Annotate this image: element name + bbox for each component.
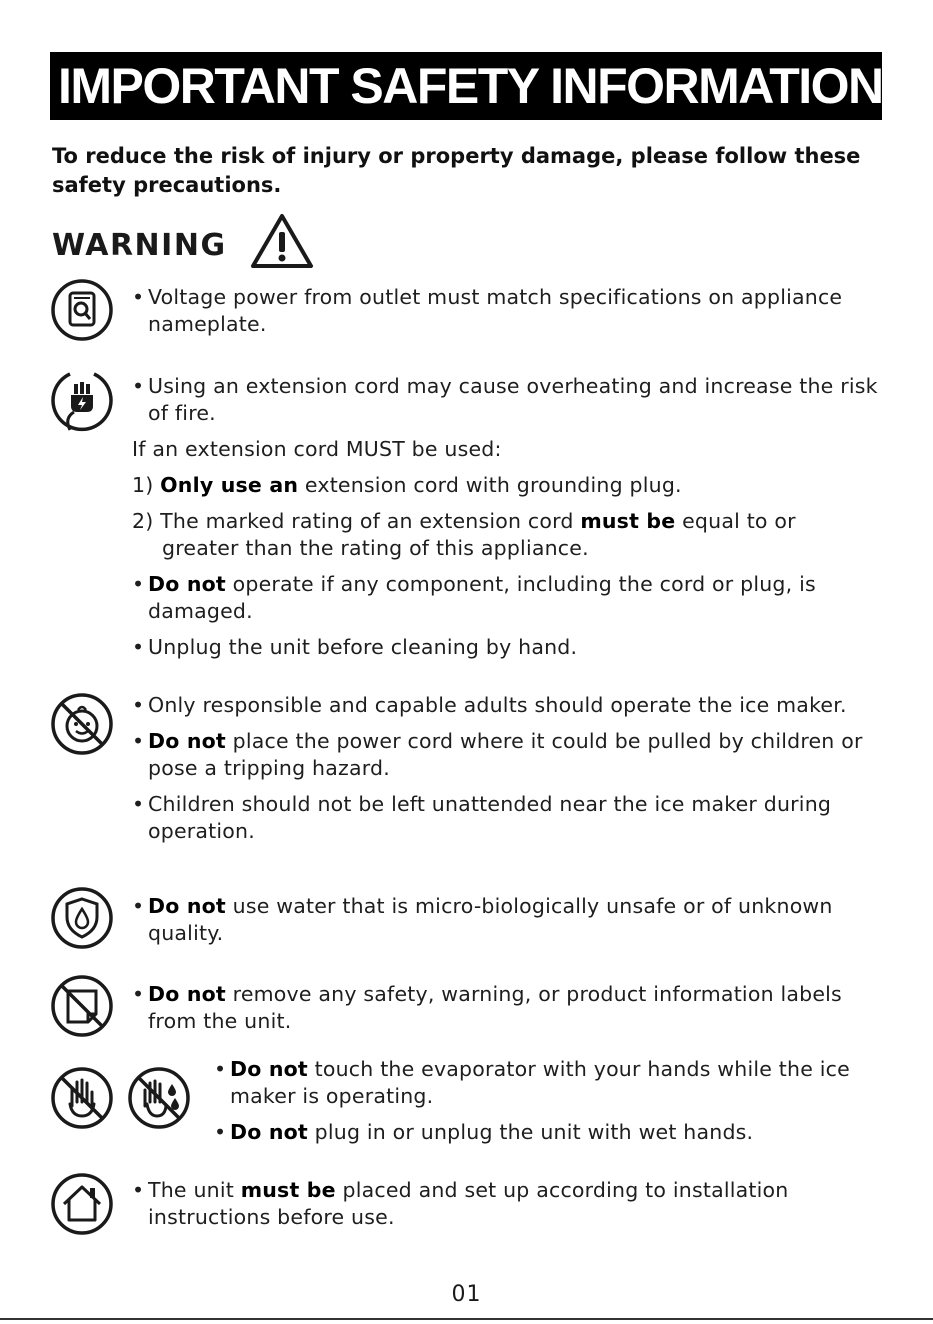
list-item — [214, 1056, 882, 1110]
bullet-text: placed and set up according to installation instructions before use. — [148, 1178, 789, 1229]
list-item — [132, 981, 852, 1035]
bold-text: Only use an — [160, 473, 299, 497]
bold-text: Do not — [230, 1120, 308, 1144]
bold-text: Do not — [230, 1057, 308, 1081]
bullet-text: remove any safety, warning, or product information labels from the unit. — [148, 982, 842, 1033]
bullet-text: plug in or unplug the unit with wet hands. — [307, 1120, 754, 1144]
item-text: equal to or — [675, 509, 796, 533]
bullet-text: The unit — [148, 1178, 241, 1202]
no-wet-hand-icon — [127, 1066, 191, 1130]
house-icon — [50, 1172, 114, 1236]
list-item — [132, 508, 882, 562]
bold-text: Do not — [148, 572, 226, 596]
item-continuation: greater than the rating of this appliance. — [162, 536, 589, 560]
list-item — [132, 728, 882, 782]
nameplate-inspect-icon — [50, 278, 114, 342]
bold-text: Do not — [148, 729, 226, 753]
bullet-text: use water that is micro-biologically unsafe or of unknown quality. — [148, 894, 833, 945]
bullet-text: Children should not be left unattended near the ice maker during operation. — [148, 792, 832, 843]
section-water — [132, 893, 852, 947]
section-voltage — [132, 284, 852, 338]
water-quality-icon — [50, 886, 114, 950]
bold-text: Do not — [148, 894, 226, 918]
no-children-icon — [50, 692, 114, 756]
list-item — [214, 1119, 882, 1146]
list-item — [132, 1177, 852, 1231]
list-item — [132, 472, 882, 499]
list-item — [132, 571, 882, 625]
number-prefix: 1) — [132, 473, 161, 497]
bold-text: must be — [580, 509, 676, 533]
list-item — [132, 692, 882, 719]
section-extension-cord — [132, 373, 882, 661]
bold-text: must be — [240, 1178, 336, 1202]
item-text: extension cord with grounding plug. — [298, 473, 682, 497]
section-hands — [214, 1056, 882, 1146]
no-touch-hand-icon — [50, 1066, 114, 1130]
bullet-text: touch the evaporator with your hands while the ice maker is operating. — [230, 1057, 850, 1108]
item-text: 2) The marked rating of an extension cord — [132, 509, 581, 533]
footer-divider — [0, 1318, 933, 1320]
bold-text: Do not — [148, 982, 226, 1006]
condition-text: If an extension cord MUST be used: — [132, 437, 502, 461]
bullet-text: Voltage power from outlet must match specifications on appliance nameplate. — [148, 285, 843, 336]
bullet-text: operate if any component, including the cord or plug, is damaged. — [148, 572, 816, 623]
warning-heading: WARNING — [52, 228, 227, 263]
list-item — [132, 284, 852, 338]
section-installation — [132, 1177, 852, 1231]
list-item — [132, 893, 852, 947]
intro-text: To reduce the risk of injury or property damage, please follow these safety precautions. — [52, 144, 861, 197]
warning-triangle-icon — [250, 212, 314, 270]
bullet-text: Only responsible and capable adults should operate the ice maker. — [148, 693, 847, 717]
section-labels — [132, 981, 852, 1035]
bullet-text: Unplug the unit before cleaning by hand. — [148, 635, 578, 659]
page-number: 01 — [451, 1282, 482, 1307]
power-plug-icon — [50, 368, 114, 432]
bullet-text: place the power cord where it could be pulled by children or pose a tripping hazard. — [148, 729, 863, 780]
page-title: IMPORTANT SAFETY INFORMATION — [50, 52, 882, 120]
list-item — [132, 373, 882, 427]
bullet-text: Using an extension cord may cause overheating and increase the risk of fire. — [148, 374, 878, 425]
list-item — [132, 791, 882, 845]
section-children — [132, 692, 882, 845]
no-remove-label-icon — [50, 974, 114, 1038]
list-item — [132, 634, 882, 661]
